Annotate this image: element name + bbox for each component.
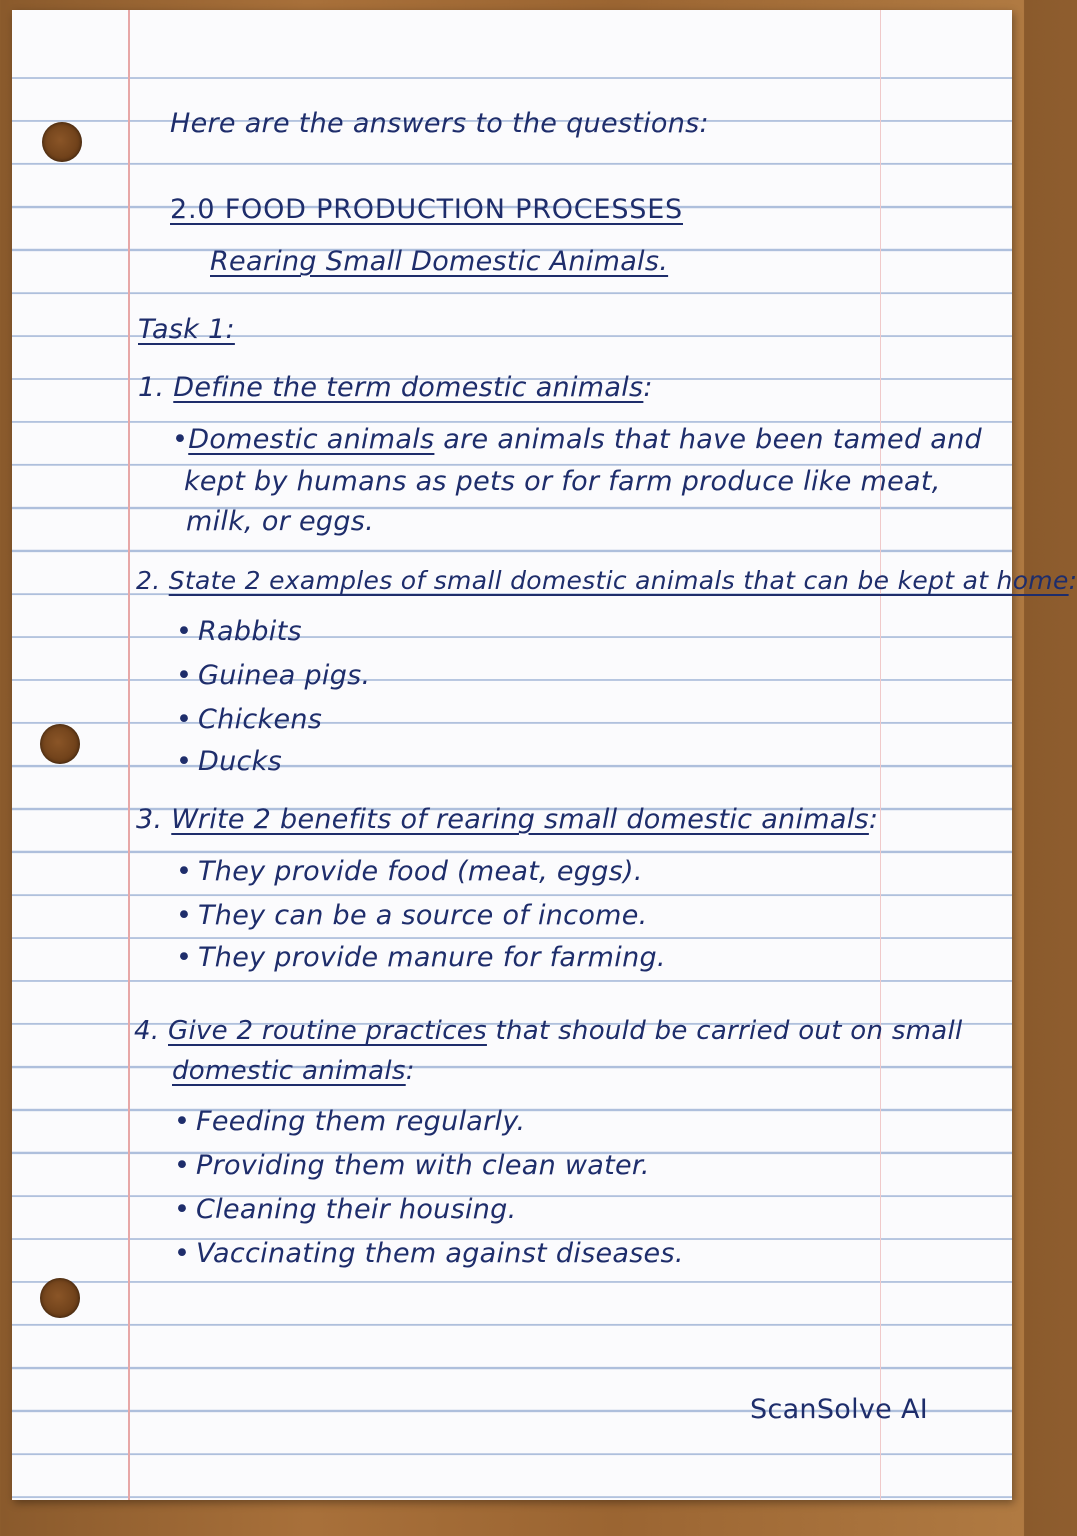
question-number: 2. xyxy=(136,566,161,595)
question-4-line-2 xyxy=(172,1056,415,1086)
question-3 xyxy=(136,804,878,835)
list-item-text: They provide food (meat, eggs). xyxy=(198,856,643,887)
punch-hole-top xyxy=(42,122,82,162)
list-item-text: Cleaning their housing. xyxy=(196,1194,517,1225)
section-title: 2.0 FOOD PRODUCTION PROCESSES xyxy=(170,194,683,225)
question-1 xyxy=(138,372,653,403)
bullet: • xyxy=(176,616,193,647)
question-text: domestic animals xyxy=(172,1056,406,1086)
answer-term: Domestic animals xyxy=(188,424,435,455)
signature: ScanSolve AI xyxy=(750,1394,929,1425)
list-item xyxy=(174,1194,517,1225)
list-item xyxy=(176,704,322,735)
subtitle: Rearing Small Domestic Animals. xyxy=(210,246,669,277)
question-text: Define the term domestic animals xyxy=(173,372,644,403)
list-item xyxy=(174,1150,650,1181)
bullet: • xyxy=(176,746,193,777)
list-item-text: They can be a source of income. xyxy=(198,900,648,931)
bullet: • xyxy=(174,1238,191,1269)
intro-text: Here are the answers to the questions: xyxy=(170,108,709,139)
list-item xyxy=(176,660,370,691)
question-text: Write 2 benefits of rearing small domestic animals xyxy=(171,804,869,835)
list-item-text: Rabbits xyxy=(198,616,302,647)
question-colon: : xyxy=(405,1056,415,1086)
bullet: • xyxy=(176,942,193,973)
question-text-rest: that should be carried out on small xyxy=(486,1016,963,1046)
question-text: State 2 examples of small domestic animals that can be kept at home xyxy=(168,566,1069,595)
punch-hole-bottom xyxy=(40,1278,80,1318)
answer-1-line-3: milk, or eggs. xyxy=(186,506,375,537)
question-number: 3. xyxy=(136,804,163,835)
list-item xyxy=(176,856,643,887)
list-item xyxy=(176,616,302,647)
answer-text: are animals that have been tamed and xyxy=(434,424,982,455)
list-item-text: Guinea pigs. xyxy=(198,660,371,691)
question-number: 4. xyxy=(134,1016,160,1046)
left-margin-line xyxy=(128,10,130,1500)
answer-1-line-2: kept by humans as pets or for farm produce like meat, xyxy=(184,466,941,497)
list-item-text: Chickens xyxy=(198,704,323,735)
list-item-text: Vaccinating them against diseases. xyxy=(196,1238,684,1269)
bullet: • xyxy=(174,1194,191,1225)
list-item xyxy=(174,1106,525,1137)
list-item xyxy=(176,900,648,931)
list-item xyxy=(174,1238,684,1269)
question-2 xyxy=(136,566,1077,595)
bullet: • xyxy=(174,1150,191,1181)
bullet: • xyxy=(176,856,193,887)
question-4 xyxy=(134,1016,963,1046)
question-colon: : xyxy=(1068,566,1077,595)
bullet: • xyxy=(176,900,193,931)
bullet: • xyxy=(176,660,193,691)
answer-1-line-1 xyxy=(172,424,982,455)
right-margin-line xyxy=(880,10,881,1500)
question-number: 1. xyxy=(138,372,165,403)
bullet: • xyxy=(174,1106,191,1137)
question-colon: : xyxy=(643,372,653,403)
list-item xyxy=(176,746,282,777)
notebook-page xyxy=(12,10,1077,1500)
bullet: • xyxy=(176,704,193,735)
task-label: Task 1: xyxy=(138,314,235,345)
list-item xyxy=(176,942,666,973)
bullet: • xyxy=(172,424,189,455)
question-colon: : xyxy=(868,804,879,835)
list-item-text: Providing them with clean water. xyxy=(196,1150,650,1181)
list-item-text: Feeding them regularly. xyxy=(196,1106,526,1137)
question-text: Give 2 routine practices xyxy=(168,1016,487,1046)
punch-hole-middle xyxy=(40,724,80,764)
list-item-text: They provide manure for farming. xyxy=(198,942,666,973)
list-item-text: Ducks xyxy=(198,746,282,777)
